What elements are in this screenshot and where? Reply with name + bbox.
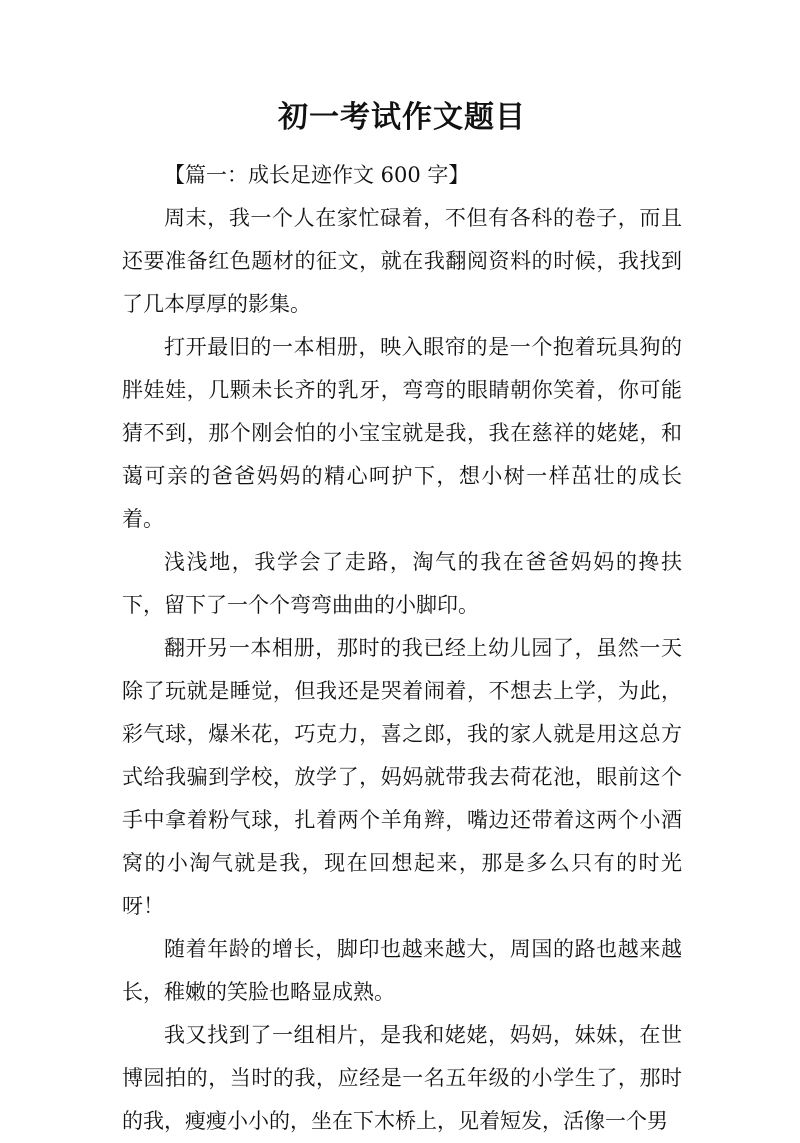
document-body: [122, 154, 682, 1143]
paragraph-2: 打开最旧的一本相册，映入眼帘的是一个抱着玩具狗的胖娃娃，几颗未长齐的乳牙，弯弯的眼睛朝你笑着，你可能猜不到，那个刚会怕的小宝宝就是我，我在慈祥的姥姥，和蔼可亲的爸爸妈妈的精心呵护下，想小树一样茁壮的成长着。: [122, 335, 682, 531]
paragraph-4: 翻开另一本相册，那时的我已经上幼儿园了，虽然一天除了玩就是睡觉，但我还是哭着闹着，不想去上学，为此，彩气球，爆米花，巧克力，喜之郎，我的家人就是用这总方式给我骗到学校，放学了，妈妈就带我去荷花池，眼前这个手中拿着粉气球，扎着两个羊角辫，嘴边还带着这两个小酒窝的小淘气就是我，现在回想起来，那是多么只有的时光呀！: [122, 636, 682, 918]
paragraph-1: 周末，我一个人在家忙碌着，不但有各科的卷子，而且还要准备红色题材的征文，就在我翻阅资料的时候，我找到了几本厚厚的影集。: [122, 206, 682, 316]
paragraph-3: 浅浅地，我学会了走路，淘气的我在爸爸妈妈的搀扶下，留下了一个个弯弯曲曲的小脚印。: [122, 550, 682, 617]
document-title: 初一考试作文题目: [278, 100, 526, 135]
paragraph-5: 随着年龄的增长，脚印也越来越大，周国的路也越来越长，稚嫩的笑脸也略显成熟。: [122, 937, 682, 1004]
section-heading: 【篇一：成长足迹作文 600 字】: [164, 163, 470, 187]
paragraph-6: 我又找到了一组相片，是我和姥姥，妈妈，妹妹，在世博园拍的，当时的我，应经是一名五年级的小学生了，那时的我，瘦瘦小小的，坐在下木桥上，见着短发，活像一个男: [122, 1023, 682, 1133]
